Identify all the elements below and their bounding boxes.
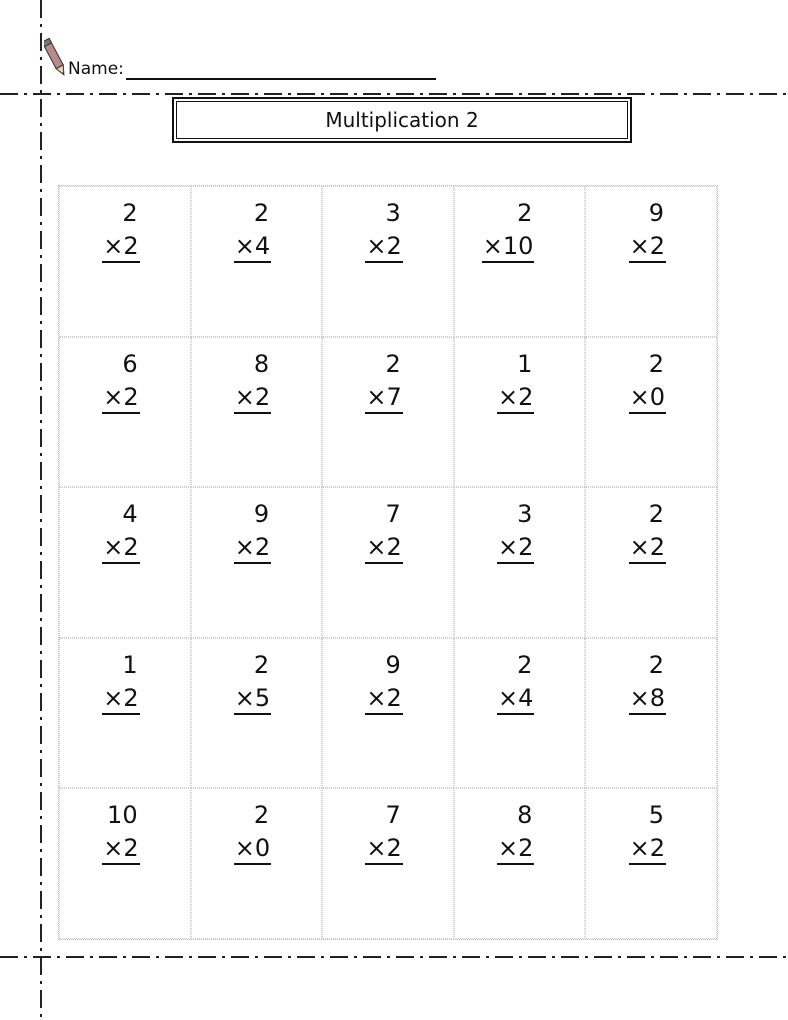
multiplication-problem: [102, 195, 139, 263]
multiplier: ×0: [234, 833, 271, 865]
problem-cell[interactable]: [59, 638, 191, 789]
multiplication-problem: [365, 195, 402, 263]
multiplier: ×2: [629, 833, 666, 865]
problem-cell[interactable]: [322, 337, 454, 488]
multiplier: ×2: [102, 231, 139, 263]
problem-cell[interactable]: [585, 186, 717, 337]
multiplicand: 2: [253, 199, 270, 227]
multiplier: ×2: [102, 683, 139, 715]
multiplication-problem: [102, 647, 139, 715]
multiplication-problem: [629, 496, 666, 564]
multiplicand: 7: [385, 801, 401, 830]
problem-cell[interactable]: [59, 337, 191, 488]
multiplication-problem: [365, 496, 402, 564]
pencil-icon: [44, 36, 66, 80]
multiplication-problem: [482, 195, 535, 263]
multiplier: ×2: [102, 532, 139, 564]
multiplicand: 2: [253, 650, 270, 679]
multiplier: ×2: [234, 382, 271, 414]
multiplier: ×4: [497, 683, 534, 715]
multiplication-problem: [234, 346, 271, 414]
multiplier: ×2: [365, 532, 402, 564]
multiplicand: 3: [385, 199, 401, 227]
problem-cell[interactable]: [454, 788, 586, 939]
multiplicand: 2: [517, 650, 533, 679]
problem-cell[interactable]: [191, 788, 323, 939]
problem-cell[interactable]: [585, 337, 717, 488]
problem-cell[interactable]: [322, 788, 454, 939]
problem-grid: [58, 185, 718, 940]
multiplier: ×2: [365, 683, 402, 715]
multiplicand: 10: [107, 801, 138, 830]
multiplication-problem: [629, 195, 666, 263]
multiplication-problem: [234, 647, 271, 715]
problem-cell[interactable]: [191, 487, 323, 638]
problem-cell[interactable]: [191, 186, 323, 337]
multiplicand: 4: [122, 500, 138, 529]
multiplier: ×2: [102, 833, 139, 865]
multiplicand: 3: [517, 500, 533, 529]
problem-cell[interactable]: [191, 638, 323, 789]
problem-cell[interactable]: [322, 487, 454, 638]
multiplicand: 8: [517, 801, 533, 830]
multiplication-problem: [102, 496, 139, 564]
problem-cell[interactable]: [191, 337, 323, 488]
multiplicand: 1: [122, 650, 138, 679]
problem-cell[interactable]: [454, 337, 586, 488]
multiplication-problem: [497, 346, 534, 414]
multiplication-problem: [365, 647, 402, 715]
problem-cell[interactable]: [59, 788, 191, 939]
problem-cell[interactable]: [585, 638, 717, 789]
name-field[interactable]: [68, 58, 436, 80]
multiplier: ×7: [365, 382, 402, 414]
title-box: [172, 97, 632, 143]
multiplier: ×0: [629, 382, 666, 414]
multiplier: ×10: [482, 231, 535, 263]
multiplier: ×2: [497, 833, 534, 865]
multiplier: ×2: [629, 532, 666, 564]
multiplicand: 2: [648, 500, 664, 529]
multiplicand: 2: [648, 650, 664, 679]
multiplication-problem: [102, 346, 139, 414]
multiplier: ×2: [497, 382, 534, 414]
top-cut-line: [0, 93, 788, 95]
problem-cell[interactable]: [585, 788, 717, 939]
multiplicand: 1: [517, 349, 533, 378]
problem-cell[interactable]: [585, 487, 717, 638]
multiplication-problem: [629, 797, 666, 865]
bottom-cut-line: [0, 956, 788, 958]
multiplier: ×2: [102, 382, 139, 414]
multiplier: ×2: [365, 833, 402, 865]
multiplier: ×2: [365, 231, 402, 263]
problem-cell[interactable]: [454, 487, 586, 638]
multiplication-problem: [234, 496, 271, 564]
multiplier: ×4: [234, 231, 271, 263]
problem-cell[interactable]: [59, 487, 191, 638]
multiplicand: 9: [385, 650, 401, 679]
multiplicand: 9: [648, 199, 664, 227]
multiplier: ×5: [234, 683, 271, 715]
multiplicand: 2: [253, 801, 270, 830]
multiplication-problem: [629, 346, 666, 414]
problem-cell[interactable]: [454, 638, 586, 789]
name-label: Name:: [68, 59, 124, 79]
problem-cell[interactable]: [322, 638, 454, 789]
multiplicand: 8: [253, 349, 270, 378]
problem-cell[interactable]: [59, 186, 191, 337]
multiplication-problem: [497, 797, 534, 865]
multiplier: ×2: [234, 532, 271, 564]
multiplicand: 6: [122, 349, 138, 378]
problem-cell[interactable]: [454, 186, 586, 337]
multiplicand: 2: [648, 349, 664, 378]
multiplication-problem: [234, 797, 271, 865]
multiplier: ×2: [497, 532, 534, 564]
name-blank-line[interactable]: [126, 58, 436, 80]
multiplication-problem: [234, 195, 271, 263]
multiplication-problem: [629, 647, 666, 715]
problem-cell[interactable]: [322, 186, 454, 337]
multiplication-problem: [102, 797, 139, 865]
multiplicand: 2: [122, 199, 138, 227]
worksheet-title: Multiplication 2: [176, 101, 628, 139]
multiplicand: 2: [385, 349, 401, 378]
multiplicand: 2: [517, 199, 533, 227]
multiplication-problem: [497, 496, 534, 564]
multiplicand: 5: [648, 801, 664, 830]
multiplier: ×2: [629, 231, 666, 263]
multiplicand: 9: [253, 500, 270, 529]
multiplication-problem: [365, 346, 402, 414]
multiplication-problem: [365, 797, 402, 865]
multiplication-problem: [497, 647, 534, 715]
vertical-cut-line: [40, 0, 42, 1020]
multiplicand: 7: [385, 500, 401, 529]
multiplier: ×8: [629, 683, 666, 715]
